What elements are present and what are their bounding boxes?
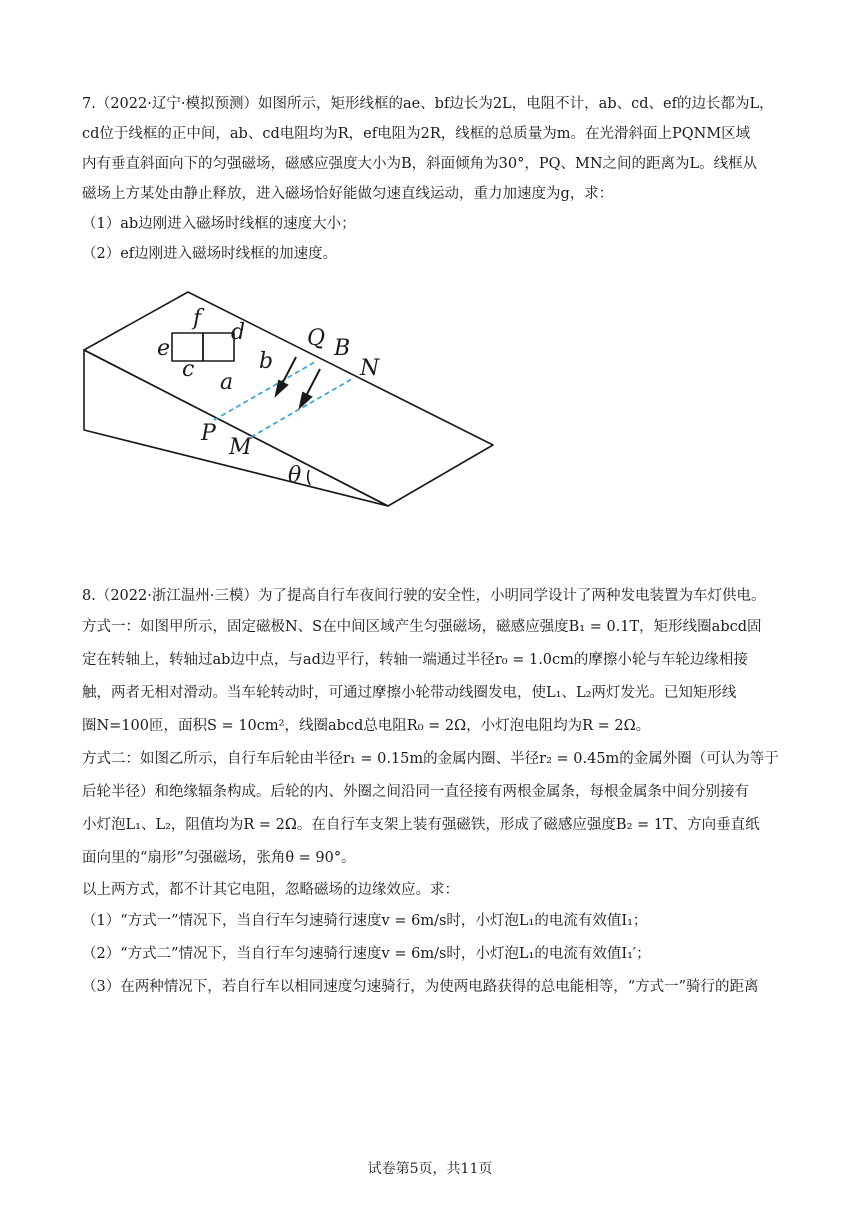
q8-line: 圈N=100匝，面积S = 10cm²，线圈abcd总电阻R₀ = 2Ω，小灯泡电阻均为R = 2Ω。	[82, 718, 651, 734]
q8-line: 小灯泡L₁、L₂，阻值均为R = 2Ω。在自行车支架上装有强磁铁，形成了磁感应强度B₂ = 1T、方向垂直纸	[82, 817, 760, 833]
q8-line: 后轮半径）和绝缘辐条构成。后轮的内、外圈之间沿同一直径接有两根金属条，每根金属条中间分别接有	[82, 784, 749, 800]
angle-arc	[308, 470, 310, 485]
label-p: P	[201, 421, 216, 446]
q8-subquestion: （3）在两种情况下，若自行车以相同速度匀速骑行，为使两电路获得的总电能相等，“方式一”骑行的距离	[82, 979, 759, 995]
q8-subquestion: （2）“方式二”情况下，当自行车匀速骑行速度v = 6m/s时，小灯泡L₁的电流有效值I₁′；	[82, 946, 651, 962]
q8-subquestion: （1）“方式一”情况下，当自行车匀速骑行速度v = 6m/s时，小灯泡L₁的电流有效值I₁；	[82, 913, 648, 929]
q7-subquestion: （1）ab边刚进入磁场时线框的速度大小；	[82, 216, 356, 232]
label-b: b	[259, 349, 274, 374]
q8-line: 面向里的“扇形”匀强磁场，张角θ = 90°。	[82, 850, 356, 866]
field-arrow	[282, 357, 296, 384]
q7-line: 7.（2022·辽宁·模拟预测）如图所示，矩形线框的ae、bf边长为2L，电阻不计，ab、cd、ef的边长都为L，	[82, 96, 774, 112]
arrow-head-icon	[276, 381, 287, 395]
q8-line: 定在转轴上，转轴过ab边中点，与ad边平行，转轴一端通过半径r₀ = 1.0cm的摩擦小轮与车轮边缘相接	[82, 652, 748, 668]
label-e: e	[157, 336, 171, 361]
label-m: M	[229, 435, 252, 460]
label-n: N	[360, 356, 380, 381]
frame-right-square	[203, 333, 234, 361]
field-boundary-mn	[251, 379, 352, 437]
question-8	[82, 581, 782, 1004]
incline-side-face	[84, 350, 388, 506]
label-d: d	[231, 320, 246, 345]
incline-figure	[0, 0, 860, 560]
label-q: Q	[307, 326, 326, 351]
q8-line: 方式二：如图乙所示，自行车后轮由半径r₁ = 0.15m的金属内圈、半径r₂ = 0.45m的金属外圈（可认为等于	[82, 751, 779, 767]
page-footer: 试卷第5页，共11页	[367, 1161, 493, 1177]
field-arrow	[306, 369, 320, 396]
label-b-point: B	[334, 336, 351, 361]
q8-line: 方式一：如图甲所示，固定磁极N、S在中间区域产生匀强磁场，磁感应强度B₁ = 0.1T，矩形线圈abcd固	[82, 619, 762, 635]
label-theta: θ	[288, 463, 302, 488]
q8-line: 触，两者无相对滑动。当车轮转动时，可通过摩擦小轮带动线圈发电，使L₁、L₂两灯发光。已知矩形线	[82, 685, 737, 701]
q7-line: 内有垂直斜面向下的匀强磁场，磁感应强度大小为B，斜面倾角为30°，PQ、MN之间的距离为L。线框从	[82, 156, 758, 172]
q8-line: 以上两方式，都不计其它电阻，忽略磁场的边缘效应。求：	[82, 882, 459, 898]
q7-subquestion: （2）ef边刚进入磁场时线框的加速度。	[82, 246, 338, 262]
q7-line: cd位于线框的正中间，ab、cd电阻均为R，ef电阻为2R，线框的总质量为m。在光滑斜面上PQNM区域	[82, 126, 751, 142]
q8-line: 8.（2022·浙江温州·三模）为了提高自行车夜间行驶的安全性，小明同学设计了两种发电装置为车灯供电。	[82, 588, 766, 604]
label-f: f	[193, 306, 202, 331]
q7-line: 磁场上方某处由静止释放，进入磁场恰好能做匀速直线运动，重力加速度为g，求：	[82, 186, 614, 202]
label-a: a	[220, 370, 234, 395]
label-c: c	[182, 357, 195, 382]
